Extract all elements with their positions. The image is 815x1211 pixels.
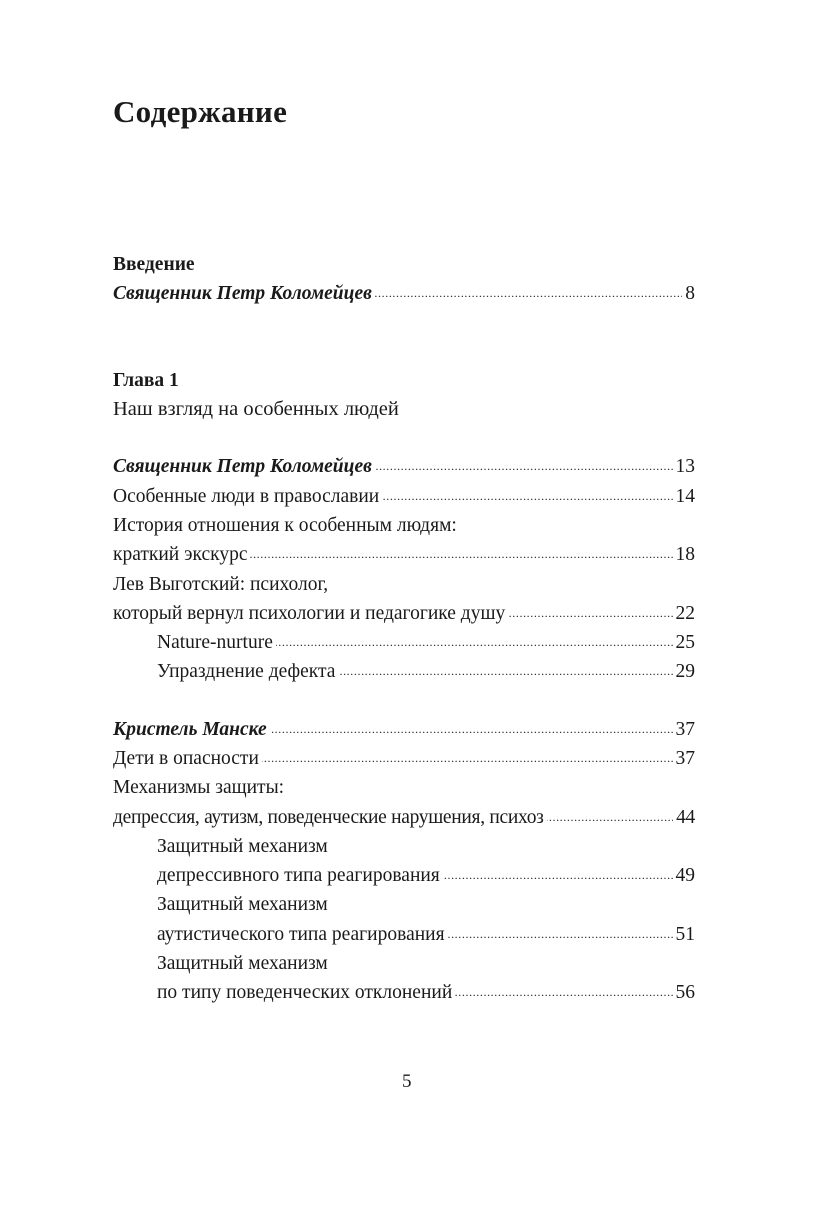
entry-page: 18 [675, 544, 695, 565]
page-number: 5 [402, 1071, 412, 1092]
entry-text: Защитный механизм [157, 836, 328, 857]
heading-text: Глава 1 [113, 370, 179, 391]
dot-leader [448, 920, 673, 949]
entry-text: Священник Петр Коломейцев [113, 283, 372, 304]
dot-leader [276, 628, 673, 657]
toc-entry[interactable] [157, 832, 695, 861]
dot-leader [375, 452, 673, 481]
entry-page: 49 [675, 865, 695, 886]
entry-text: Защитный механизм [157, 953, 328, 974]
entry-page: 14 [675, 486, 695, 507]
chapter-heading [113, 366, 695, 395]
entry-page: 29 [675, 661, 695, 682]
entry-page: 51 [675, 924, 695, 945]
toc-entry[interactable] [157, 978, 695, 1007]
entry-text: История отношения к особенным людям: [113, 515, 457, 536]
entry-text: Священник Петр Коломейцев [113, 456, 372, 477]
toc-entry[interactable] [157, 861, 695, 890]
entry-text: Кристель Манске [113, 719, 267, 740]
entry-page: 37 [675, 748, 695, 769]
dot-leader [508, 599, 672, 628]
toc-entry[interactable] [113, 773, 695, 802]
chapter-subtitle [113, 395, 695, 424]
entry-text: краткий экскурс [113, 544, 248, 565]
toc-entry[interactable] [157, 920, 695, 949]
toc-entry[interactable] [113, 715, 695, 744]
toc-entry[interactable] [113, 540, 695, 569]
toc-entry[interactable] [157, 657, 695, 686]
toc-entry[interactable] [113, 570, 695, 599]
entry-page: 13 [675, 456, 695, 477]
dot-leader [338, 657, 672, 686]
toc-entry[interactable] [113, 803, 695, 832]
intro-heading [113, 250, 695, 279]
dot-leader [262, 744, 673, 773]
dot-leader [455, 978, 672, 1007]
entry-text: Дети в опасности [113, 748, 259, 769]
dot-leader [547, 803, 674, 832]
dot-leader [375, 279, 682, 308]
entry-page: 37 [675, 719, 695, 740]
entry-text: Лев Выготский: психолог, [113, 574, 329, 595]
page-title: Содержание [113, 94, 288, 129]
toc-entry[interactable] [157, 628, 695, 657]
entry-text: Защитный механизм [157, 894, 328, 915]
toc-entry[interactable] [113, 452, 695, 481]
entry-page: 56 [675, 982, 695, 1003]
entry-text: Упразднение дефекта [157, 661, 336, 682]
dot-leader [250, 540, 672, 569]
dot-leader [382, 482, 672, 511]
heading-text: Введение [113, 254, 195, 275]
toc-entry[interactable] [113, 482, 695, 511]
entry-text: Особенные люди в православии [113, 486, 380, 507]
toc-entry[interactable] [157, 890, 695, 919]
toc-entry[interactable] [113, 744, 695, 773]
entry-text: аутистического типа реагирования [157, 924, 445, 945]
entry-page: 22 [675, 603, 695, 624]
entry-text: депрессивного типа реагирования [157, 865, 440, 886]
entry-page: 25 [675, 632, 695, 653]
entry-page: 8 [685, 283, 695, 304]
entry-text: который вернул психологии и педагогике душу [113, 603, 506, 624]
toc-entry[interactable] [113, 279, 695, 308]
entry-text: Nature-nurture [157, 632, 273, 653]
dot-leader [270, 715, 673, 744]
entry-text: депрессия, аутизм, поведенческие нарушения, психоз [113, 807, 544, 828]
entry-page: 44 [676, 807, 695, 828]
dot-leader [443, 861, 673, 890]
toc-entry[interactable] [113, 599, 695, 628]
toc-entry[interactable] [113, 511, 695, 540]
entry-text: Механизмы защиты: [113, 777, 285, 798]
entry-text: по типу поведенческих отклонений [157, 982, 453, 1003]
toc-entry[interactable] [157, 949, 695, 978]
subtitle-text: Наш взгляд на особенных людей [113, 398, 399, 420]
